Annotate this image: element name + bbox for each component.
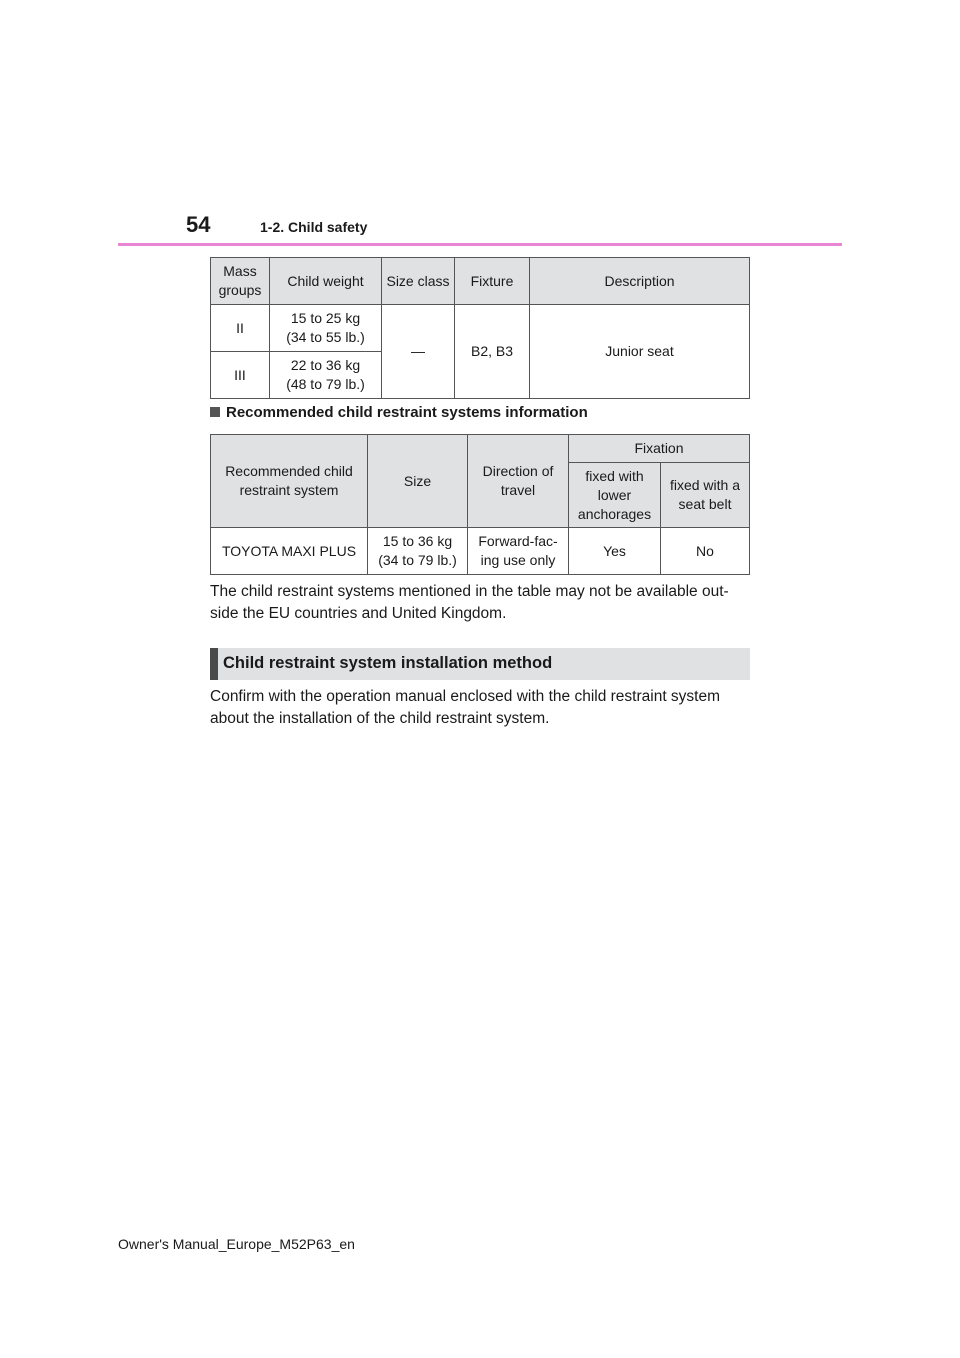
- description-cell: Junior seat: [530, 305, 750, 399]
- section-banner: [210, 648, 750, 680]
- col-direction: Direction of travel: [468, 435, 569, 528]
- lower-anchorages-cell: Yes: [569, 528, 661, 575]
- weight-lb: (48 to 79 lb.): [286, 376, 365, 392]
- availability-note: The child restraint systems mentioned in the table may not be available out-side the EU countries and United Kingdom.: [210, 583, 729, 622]
- child-weight-cell: [270, 352, 382, 399]
- mass-groups-table: [210, 257, 750, 399]
- seat-belt-cell: No: [661, 528, 750, 575]
- col-seat-belt: fixed with a seat belt: [661, 463, 750, 528]
- banner-title: Child restraint system installation method: [223, 654, 553, 672]
- system-cell: TOYOTA MAXI PLUS: [211, 528, 368, 575]
- banner-bar: [210, 648, 218, 680]
- col-mass-groups: Mass groups: [211, 258, 270, 305]
- mass-group-cell: II: [211, 305, 270, 352]
- square-bullet-icon: [210, 407, 220, 417]
- col-size-class: Size class: [382, 258, 455, 305]
- direction-cell: Forward-fac-ing use only: [468, 528, 569, 575]
- table-header-row: [211, 435, 750, 463]
- table-row: [211, 305, 750, 352]
- section-title: 1-2. Child safety: [260, 219, 368, 235]
- table-row: [211, 528, 750, 575]
- recommended-systems-table: [210, 434, 750, 575]
- subheading-text: Recommended child restraint systems information: [226, 404, 588, 421]
- footer-text: Owner's Manual_Europe_M52P63_en: [118, 1236, 355, 1252]
- weight-kg: 15 to 25 kg: [290, 310, 361, 326]
- page-number: 54: [186, 212, 211, 237]
- fixture-cell: B2, B3: [455, 305, 530, 399]
- col-fixture: Fixture: [455, 258, 530, 305]
- subheading: [210, 404, 588, 421]
- weight-kg: 22 to 36 kg: [290, 357, 361, 373]
- table-header-row: [211, 258, 750, 305]
- child-weight-cell: [270, 305, 382, 352]
- size-cell: [368, 528, 468, 575]
- col-size: Size: [368, 435, 468, 528]
- size-class-cell: —: [382, 305, 455, 399]
- size-kg: 15 to 36 kg: [382, 533, 453, 549]
- installation-instructions: Confirm with the operation manual enclosed with the child restraint system about the installation of the child restraint system.: [210, 688, 721, 727]
- mass-group-cell: III: [211, 352, 270, 399]
- col-lower-anchorages: fixed with lower anchorages: [569, 463, 661, 528]
- col-child-weight: Child weight: [270, 258, 382, 305]
- col-fixation: Fixation: [569, 435, 750, 463]
- col-recommended-system: Recommended child restraint system: [211, 435, 368, 528]
- col-description: Description: [530, 258, 750, 305]
- size-lb: (34 to 79 lb.): [378, 552, 457, 568]
- header-rule: [118, 243, 842, 246]
- weight-lb: (34 to 55 lb.): [286, 329, 365, 345]
